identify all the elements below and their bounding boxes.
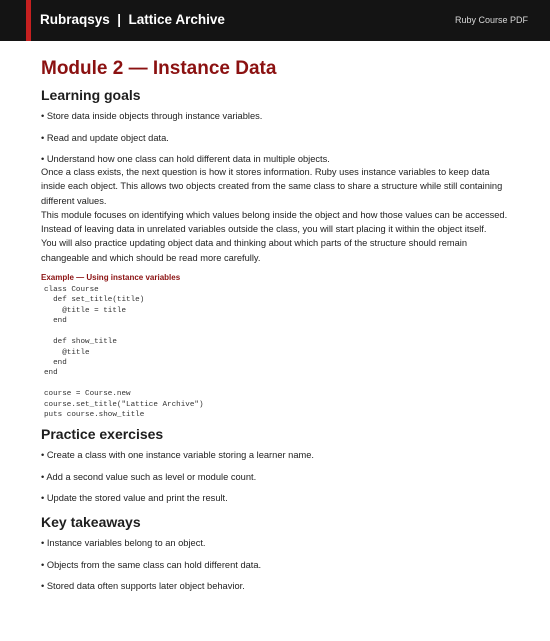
code-block: class Course def set_title(title) @title = title end def show_title @title end end course = Course.new course.set_title("Lattice Archive") puts course.show_title [44,286,204,419]
practice-exercises-heading: Practice exercises [41,426,164,443]
body-paragraph: You will also practice updating object data and thinking about which parts of the structure should remain changeable and which should be read more carefully. [41,238,468,263]
list-item: • Store data inside objects through instance variables. [41,111,263,121]
list-item: • Stored data often supports later object behavior. [41,581,245,592]
list-item: • Add a second value such as level or module count. [41,471,257,482]
document-body [41,58,511,592]
learning-goals-heading: Learning goals [41,87,141,103]
practice-exercises-list [41,449,511,504]
list-item: • Create a class with one instance variable storing a learner name. [41,450,315,461]
body-paragraph: This module focuses on identifying which values belong inside the object and how those values can be accessed. Instead of leaving data in unrelated variables outside the class, you will start placing it within the object itself. [41,209,508,235]
body-paragraph: Once a class exists, the next question is how it stores information. Ruby uses instance variables to keep data inside each object. This allows two objects created from the same class to share a structure while still containing different values. [41,167,503,206]
list-item: • Understand how one class can hold different data in multiple objects. [41,154,330,164]
list-item: • Read and update object data. [41,132,169,143]
brand-accent-bar [26,0,31,41]
list-item: • Update the stored value and print the result. [41,493,228,504]
key-takeaways-list [41,537,511,592]
brand-title: Rubraqsys | Lattice Archive [40,12,225,27]
top-bar [0,0,550,41]
key-takeaways-heading: Key takeaways [41,514,141,531]
document-type-label: Ruby Course PDF [454,15,528,25]
list-item: • Instance variables belong to an object. [41,538,206,549]
page-title: Module 2 — Instance Data [41,58,277,79]
list-item: • Objects from the same class can hold different data. [41,559,262,570]
learning-goals-list [41,110,511,165]
example-label: Example — Using instance variables [41,273,181,283]
